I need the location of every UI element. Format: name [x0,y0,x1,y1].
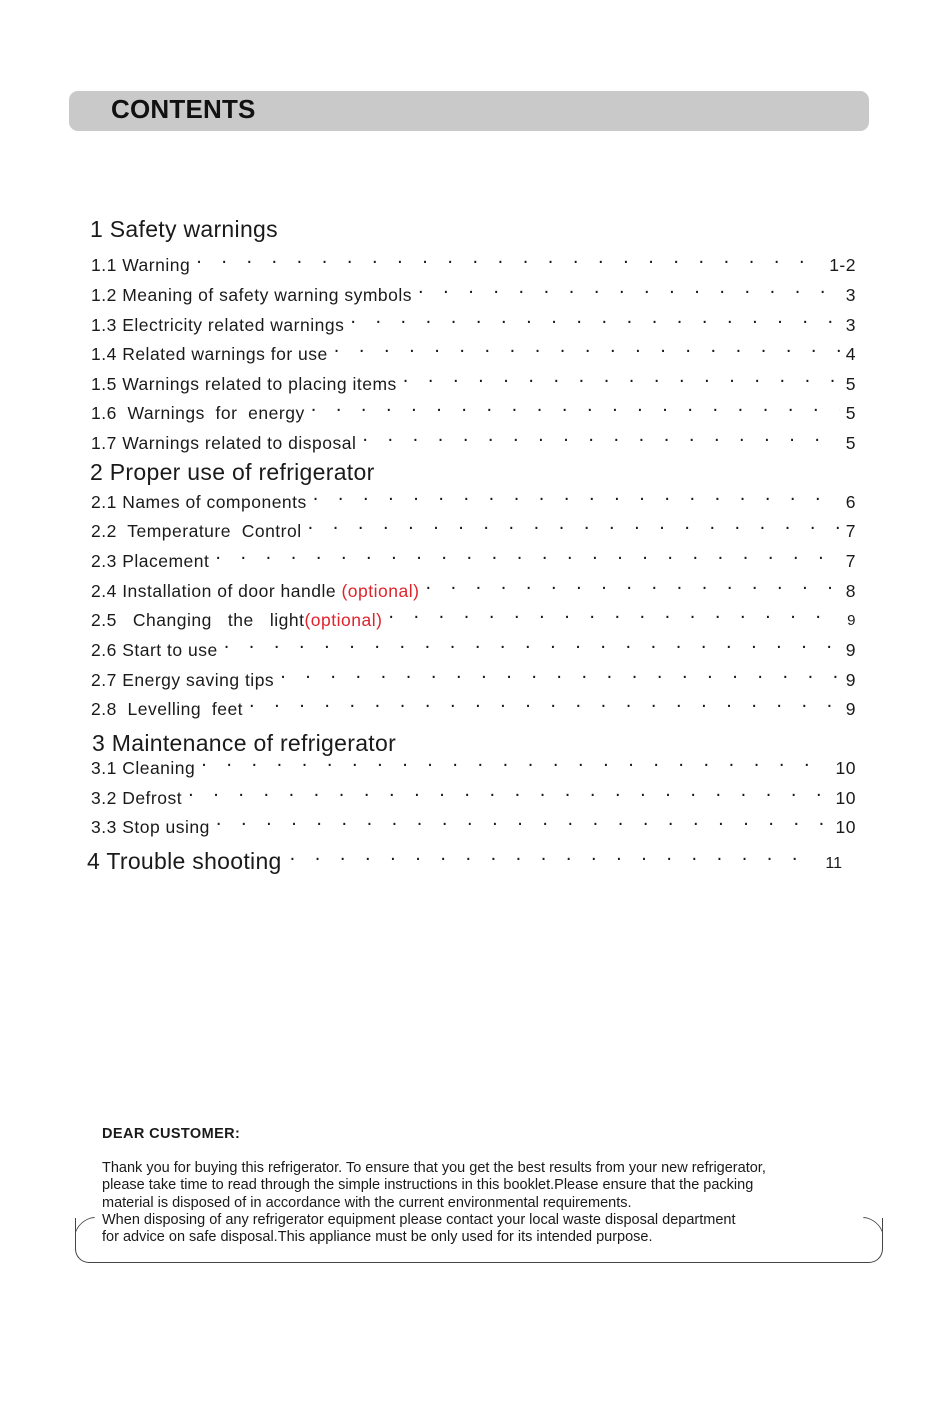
toc-page-number: 3 [845,314,856,335]
notice-line: for advice on safe disposal.This appliance must be only used for its intended purpose. [102,1229,653,1246]
section-title-safety-warnings: 1 Safety warnings [90,216,278,242]
leader-dots [418,283,840,307]
toc-entry-label: 1.3 Electricity related warnings [91,314,345,335]
toc-entry[interactable] [91,372,856,396]
leader-dots [388,608,841,632]
toc-entry[interactable] [91,608,856,632]
toc-page-number: 8 [845,580,856,601]
toc-entry[interactable] [91,431,856,455]
contents-header-bar [69,91,869,131]
toc-entry[interactable] [91,697,856,721]
toc-entry-label: 1.7 Warnings related to disposal [91,432,357,453]
leader-dots [216,815,830,839]
toc-page-number: 10 [835,757,856,778]
toc-entry-label: 4 Trouble shooting [87,847,282,874]
toc-page-number: 9 [847,611,856,629]
leader-dots [334,342,840,366]
leader-dots [290,846,818,876]
leader-dots [215,549,839,573]
toc-entry[interactable] [91,313,856,337]
leader-dots [308,519,840,543]
notice-line: When disposing of any refrigerator equipment please contact your local waste disposal department [102,1211,736,1228]
toc-entry-label: 2.6 Start to use [91,639,218,660]
leader-dots [201,756,829,780]
toc-page-number: 4 [845,343,856,364]
toc-entry[interactable] [91,815,856,839]
notice-line: Thank you for buying this refrigerator. To ensure that you get the best results from your new refrigerator, [102,1160,766,1176]
toc-entry-label: 2.2 Temperature Control [91,520,302,541]
leader-dots [425,579,839,603]
toc-entry-label: 3.3 Stop using [91,816,210,837]
toc-entry-label: 2.4 Installation of door handle [91,580,342,601]
toc-entry[interactable] [91,638,856,662]
toc-entry-label: 2.5 Changing the light [91,609,305,630]
toc-entry-label: 2.8 Levelling feet [91,698,244,719]
toc-entry-label: 1.2 Meaning of safety warning symbols [91,284,413,305]
toc-entry-label: 1.5 Warnings related to placing items [91,373,397,394]
toc-entry-label: 2.3 Placement [91,550,210,571]
toc-entry[interactable] [91,342,856,366]
toc-entry[interactable] [91,786,856,810]
toc-page-number: 10 [835,816,856,837]
toc-page-number: 7 [845,550,856,571]
toc-page-number: 9 [845,639,856,660]
leader-dots [280,668,840,692]
toc-entry-label: 2.7 Energy saving tips [91,669,275,690]
toc-entry[interactable] [91,490,856,514]
toc-entry-trouble-shooting[interactable] [87,846,842,876]
leader-dots [224,638,840,662]
toc-page-number: 11 [825,855,842,872]
toc-entry-label: 1.4 Related warnings for use [91,343,328,364]
toc-entry-label: 1.1 Warning [91,254,191,275]
notice-frame [75,1218,883,1263]
toc-entry[interactable] [91,253,856,277]
leader-dots [188,786,829,810]
toc-page-number: 5 [845,373,856,394]
leader-dots [403,372,840,396]
toc-page-number: 10 [835,787,856,808]
toc-entry[interactable] [91,283,856,307]
leader-dots [249,697,840,721]
toc-entry[interactable] [91,549,856,573]
toc-entry[interactable] [91,579,856,603]
toc-page-number: 5 [845,402,856,423]
notice-line: please take time to read through the simple instructions in this booklet.Please ensure that the packing [102,1177,754,1194]
section-title-maintenance: 3 Maintenance of refrigerator [92,730,397,756]
toc-entry-label: 3.2 Defrost [91,787,183,808]
toc-page-number: 7 [845,520,856,541]
toc-entry-label: 1.6 Warnings for energy [91,402,305,423]
notice-heading: DEAR CUSTOMER: [102,1126,241,1142]
leader-dots [311,401,840,425]
toc-page-number: 6 [845,491,856,512]
toc-page-number: 3 [845,284,856,305]
section-title-proper-use: 2 Proper use of refrigerator [90,459,375,485]
toc-entry[interactable] [91,519,856,543]
toc-entry[interactable] [91,668,856,692]
toc-entry[interactable] [91,401,856,425]
optional-tag: (optional) [341,580,420,601]
toc-entry-label: 3.1 Cleaning [91,757,196,778]
toc-page-number: 1-2 [829,254,856,275]
optional-tag: (optional) [304,609,383,630]
toc-page-number: 5 [845,432,856,453]
toc-entry-label: 2.1 Names of components [91,491,307,512]
toc-page-number: 9 [845,669,856,690]
leader-dots [362,431,839,455]
leader-dots [196,253,823,277]
leader-dots [350,313,839,337]
leader-dots [313,490,840,514]
toc-page-number: 9 [845,698,856,719]
toc-entry[interactable] [91,756,856,780]
notice-line: material is disposed of in accordance with the current environmental requirements. [102,1194,632,1211]
page-title: CONTENTS [111,94,256,124]
